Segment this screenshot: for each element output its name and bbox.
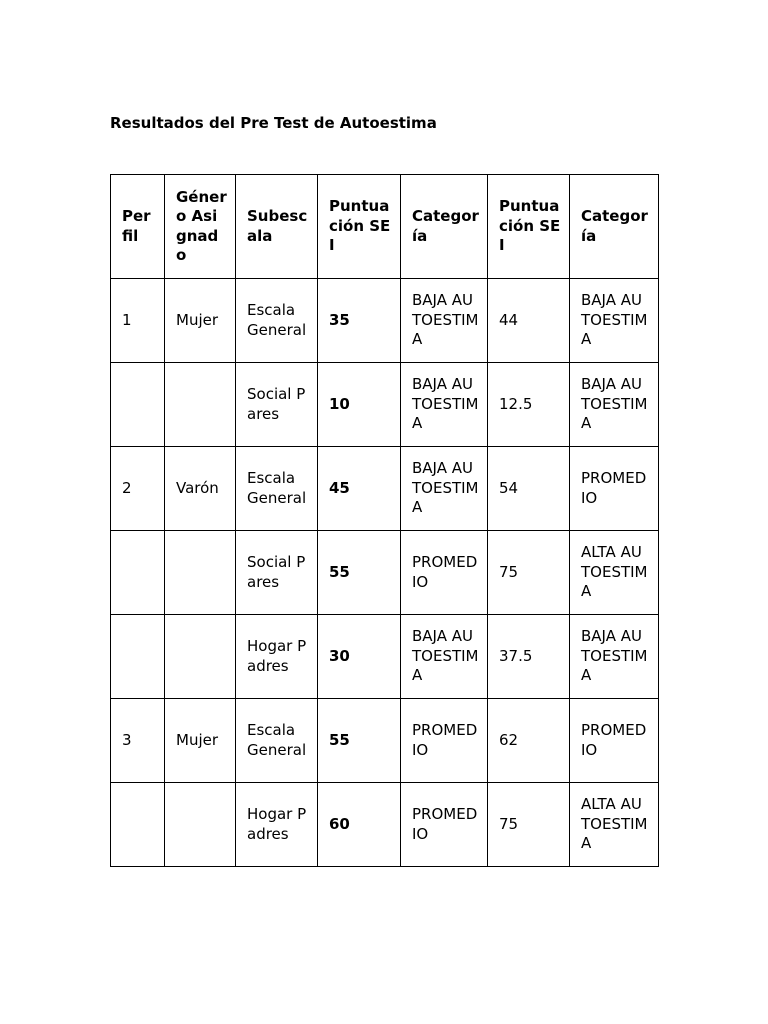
cell-puntuacion-sei: 45 (318, 447, 401, 531)
cell-subescala: Hogar Padres (236, 615, 318, 699)
cell-perfil (111, 531, 165, 615)
cell-genero: Mujer (165, 279, 236, 363)
cell-categoria-2: BAJA AUTOESTIMA (570, 615, 659, 699)
cell-puntuacion-sei: 55 (318, 531, 401, 615)
cell-puntuacion-sei: 10 (318, 363, 401, 447)
cell-categoria: PROMEDIO (401, 699, 488, 783)
cell-puntuacion-sei: 60 (318, 783, 401, 867)
cell-categoria-2: BAJA AUTOESTIMA (570, 279, 659, 363)
cell-categoria-2: PROMEDIO (570, 447, 659, 531)
header-genero-asignado: Género Asignado (165, 175, 236, 279)
cell-perfil: 3 (111, 699, 165, 783)
results-table (110, 174, 659, 867)
header-categoria-pre: Categoría (401, 175, 488, 279)
cell-genero (165, 783, 236, 867)
table-row (111, 363, 659, 447)
cell-puntuacion-sei-2: 54 (488, 447, 570, 531)
cell-categoria: BAJA AUTOESTIMA (401, 363, 488, 447)
header-puntuacion-sei-ajustada: Puntuación SEI (488, 175, 570, 279)
cell-subescala: Hogar Padres (236, 783, 318, 867)
cell-subescala: Social Pares (236, 531, 318, 615)
cell-genero (165, 363, 236, 447)
table-row (111, 531, 659, 615)
cell-perfil: 1 (111, 279, 165, 363)
table-row (111, 279, 659, 363)
cell-categoria-2: PROMEDIO (570, 699, 659, 783)
cell-categoria: BAJA AUTOESTIMA (401, 279, 488, 363)
cell-genero (165, 615, 236, 699)
cell-perfil: 2 (111, 447, 165, 531)
cell-perfil (111, 783, 165, 867)
header-puntuacion-sei-pre: Puntuación SEI (318, 175, 401, 279)
cell-genero (165, 531, 236, 615)
cell-genero: Mujer (165, 699, 236, 783)
cell-categoria: BAJA AUTOESTIMA (401, 447, 488, 531)
cell-genero: Varón (165, 447, 236, 531)
document-title: Resultados del Pre Test de Autoestima (110, 114, 437, 132)
cell-puntuacion-sei-2: 62 (488, 699, 570, 783)
table-row (111, 699, 659, 783)
cell-puntuacion-sei-2: 44 (488, 279, 570, 363)
cell-categoria: PROMEDIO (401, 531, 488, 615)
cell-perfil (111, 363, 165, 447)
cell-puntuacion-sei-2: 12.5 (488, 363, 570, 447)
cell-subescala: Escala General (236, 699, 318, 783)
table-row (111, 447, 659, 531)
cell-categoria: BAJA AUTOESTIMA (401, 615, 488, 699)
cell-subescala: Escala General (236, 279, 318, 363)
cell-subescala: Social Pares (236, 363, 318, 447)
cell-puntuacion-sei-2: 75 (488, 783, 570, 867)
header-perfil: Perfil (111, 175, 165, 279)
cell-categoria: PROMEDIO (401, 783, 488, 867)
cell-puntuacion-sei: 30 (318, 615, 401, 699)
table-header-row (111, 175, 659, 279)
cell-puntuacion-sei-2: 37.5 (488, 615, 570, 699)
header-categoria-ajustada: Categoría (570, 175, 659, 279)
cell-categoria-2: ALTA AUTOESTIMA (570, 531, 659, 615)
cell-puntuacion-sei-2: 75 (488, 531, 570, 615)
cell-puntuacion-sei: 35 (318, 279, 401, 363)
cell-perfil (111, 615, 165, 699)
cell-puntuacion-sei: 55 (318, 699, 401, 783)
cell-categoria-2: ALTA AUTOESTIMA (570, 783, 659, 867)
header-subescala: Subescala (236, 175, 318, 279)
table-row (111, 783, 659, 867)
cell-categoria-2: BAJA AUTOESTIMA (570, 363, 659, 447)
cell-subescala: Escala General (236, 447, 318, 531)
table-row (111, 615, 659, 699)
